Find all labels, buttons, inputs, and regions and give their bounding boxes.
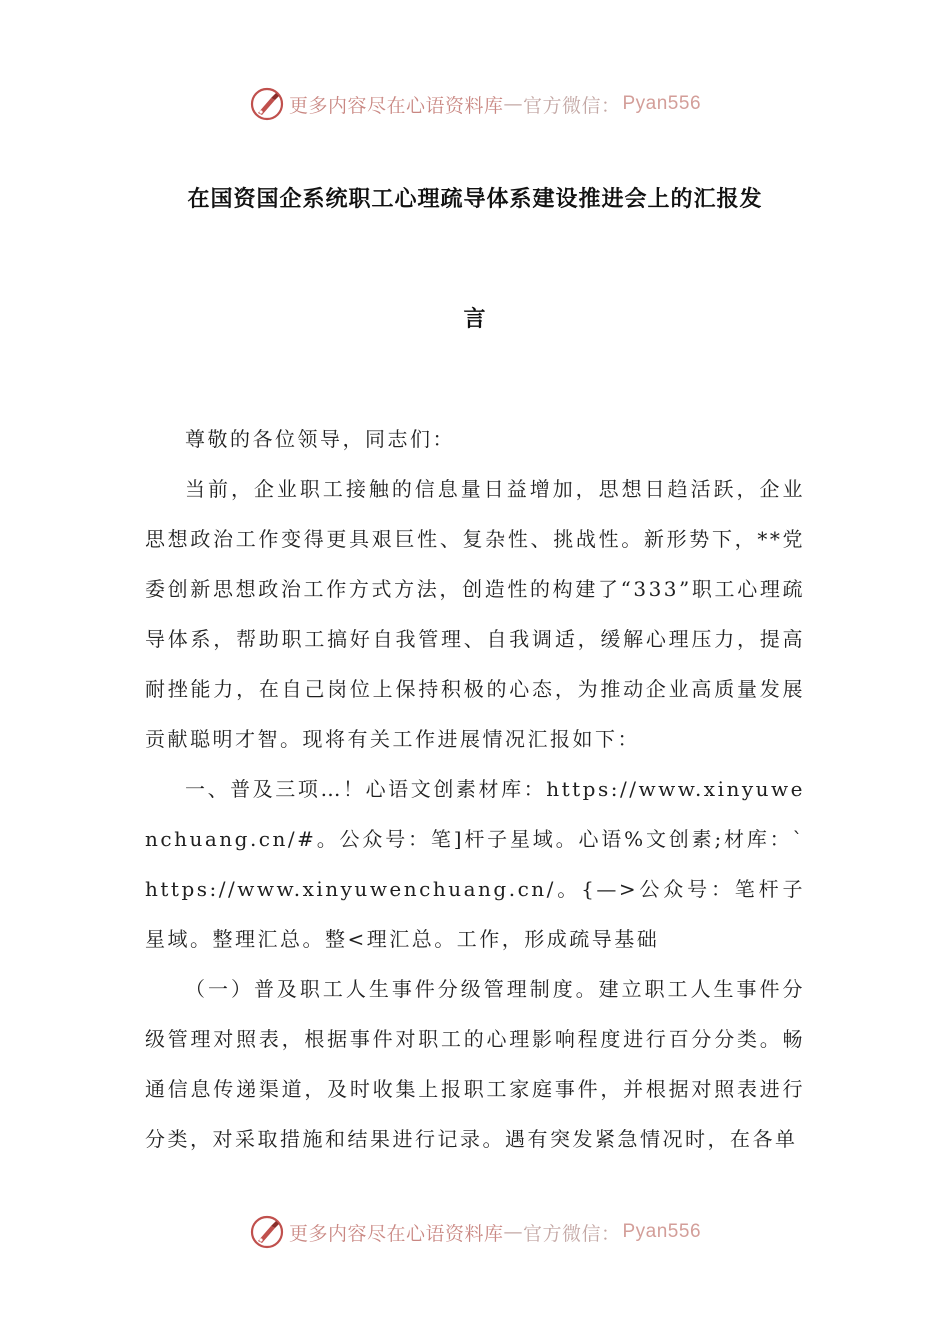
pen-nib-logo-icon xyxy=(249,86,285,122)
watermark-id: Pyan556 xyxy=(622,1221,702,1242)
header-watermark xyxy=(0,84,950,124)
paragraph-subsection-1: （一）普及职工人生事件分级管理制度。建立职工人生事件分级管理对照表，根据事件对职工的心理影响程度进行百分分类。畅通信息传递渠道，及时收集上报职工家庭事件，并根据对照表进行分类，对采取措施和结果进行记录。遇有突发紧急情况时，在各单 xyxy=(145,977,805,1151)
watermark-main-text: 更多内容尽在心语资料库 xyxy=(288,94,504,117)
document-body xyxy=(145,414,805,1164)
watermark-separator: — xyxy=(503,93,523,115)
document-title-line2: 言 xyxy=(463,306,487,332)
watermark-main-text: 更多内容尽在心语资料库 xyxy=(288,1222,504,1245)
document-title-line1: 在国资国企系统职工心理疏导体系建设推进会上的汇报发 xyxy=(187,186,763,212)
watermark-id: Pyan556 xyxy=(622,93,702,114)
footer-watermark xyxy=(0,1212,950,1252)
watermark-label: 官方微信： xyxy=(522,1222,621,1245)
pen-nib-logo-icon xyxy=(249,1214,285,1250)
paragraph-section-1: 一、普及三项…！心语文创素材库：https://www.xinyuwenchuang.cn/#。公众号：笔]杆子星域。心语%文创素;材库：`https://www.xinyuwenchuang.cn/。{—>公众号：笔杆子星域。整理汇总。整<理汇总。工作，形成疏导基础 xyxy=(145,777,805,951)
watermark-label: 官方微信： xyxy=(522,94,621,117)
watermark-separator: — xyxy=(503,1221,523,1243)
salutation: 尊敬的各位领导，同志们： xyxy=(185,427,455,451)
paragraph-intro: 当前，企业职工接触的信息量日益增加，思想日趋活跃，企业思想政治工作变得更具艰巨性、复杂性、挑战性。新形势下，**党委创新思想政治工作方式方法，创造性的构建了“333”职工心理疏导体系，帮助职工搞好自我管理、自我调适，缓解心理压力，提高耐挫能力，在自己岗位上保持积极的心态，为推动企业高质量发展贡献聪明才智。现将有关工作进展情况汇报如下： xyxy=(145,477,805,751)
